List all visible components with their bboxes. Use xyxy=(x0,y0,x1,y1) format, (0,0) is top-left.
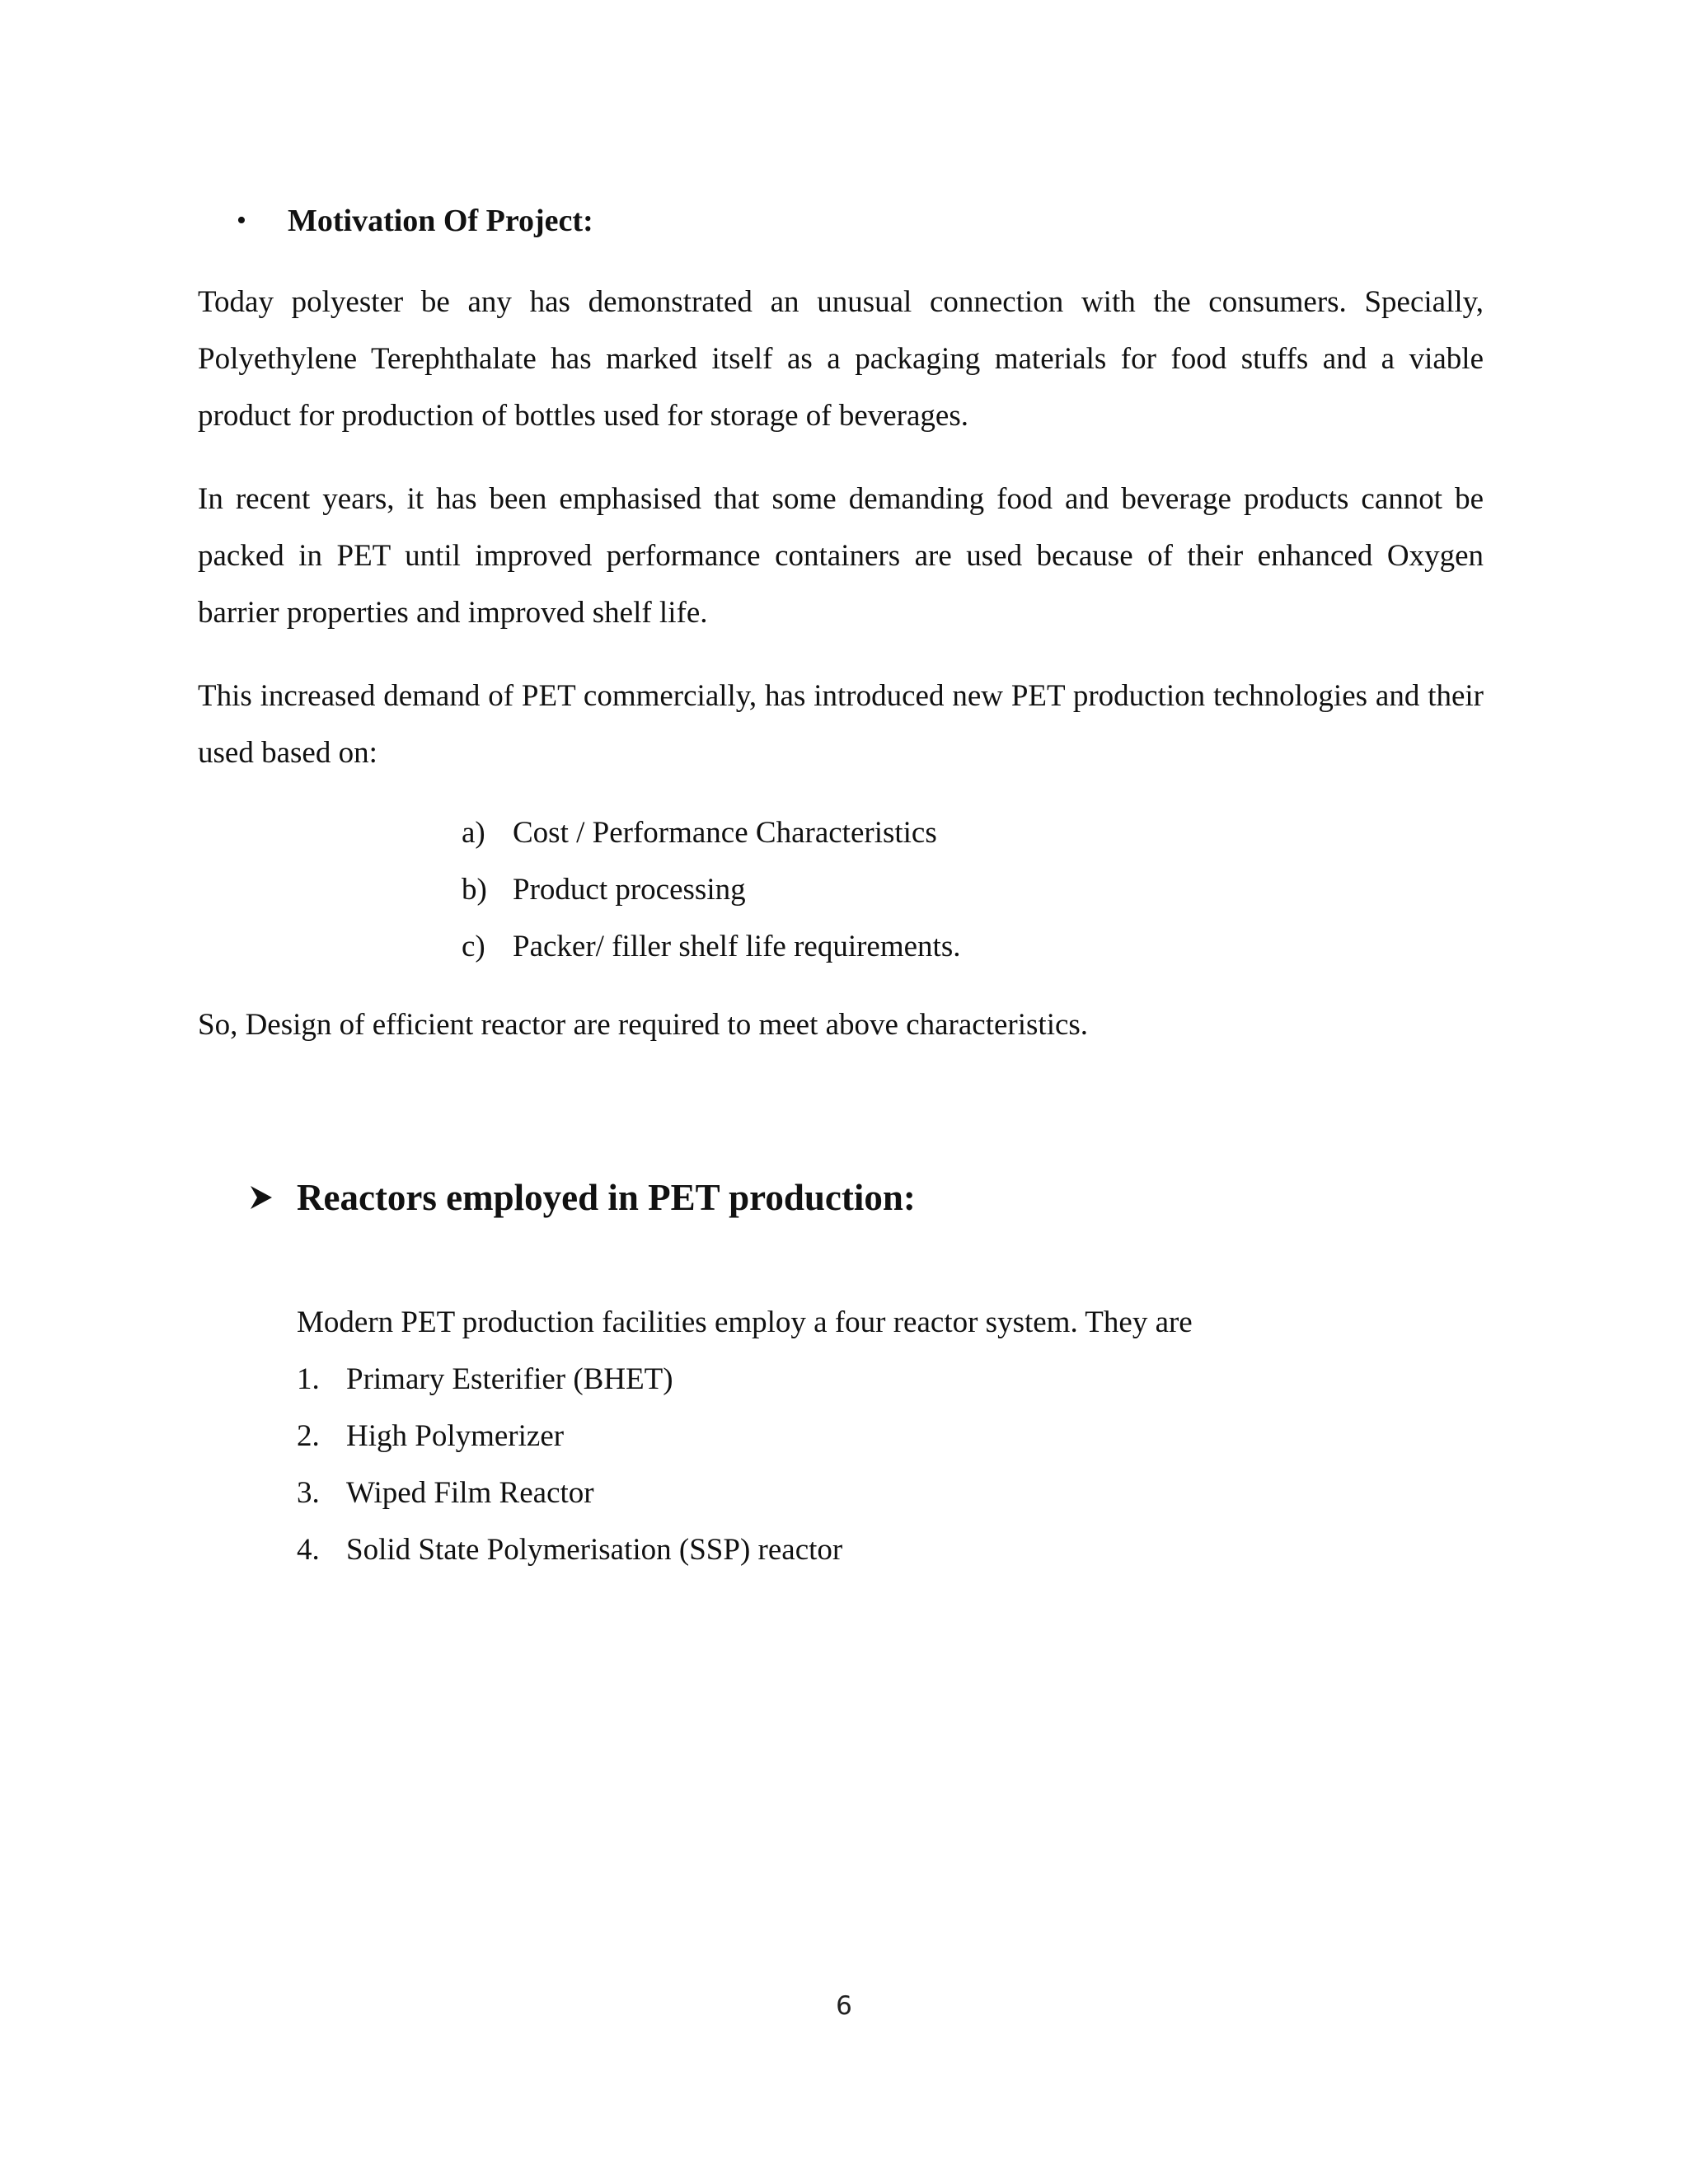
list-marker: 2. xyxy=(297,1419,320,1453)
list-item xyxy=(462,918,1484,975)
list-item xyxy=(462,804,1484,861)
list-item-text: Cost / Performance Characteristics xyxy=(513,816,937,850)
list-marker: c) xyxy=(462,930,485,963)
list-item-text: High Polymerizer xyxy=(346,1419,565,1453)
list-item-text: Packer/ filler shelf life requirements. xyxy=(513,930,961,963)
paragraph: Today polyester be any has demonstrated an unusual connection with the consumers. Specially, Polyethylene Terephthalate has marked itself as a packaging materials for food stuffs and a viable product for production of bottles used for storage of beverages. xyxy=(198,285,1484,433)
motivation-heading-text: Motivation Of Project: xyxy=(288,204,593,238)
list-marker: 1. xyxy=(297,1362,320,1396)
reactors-section xyxy=(247,1169,1484,1567)
motivation-heading xyxy=(198,196,1484,246)
page-number: 6 xyxy=(836,1991,852,2021)
list-item xyxy=(297,1465,842,1521)
reactors-list xyxy=(297,1351,842,1578)
list-marker: a) xyxy=(462,816,485,850)
list-item xyxy=(297,1351,842,1408)
list-item-text: Product processing xyxy=(513,873,746,907)
reactors-intro: Modern PET production facilities employ a four reactor system. They are xyxy=(297,1305,1193,1339)
arrow-bullet-icon xyxy=(247,1181,297,1214)
list-marker: 3. xyxy=(297,1476,320,1510)
list-marker: b) xyxy=(462,873,487,907)
list-item xyxy=(297,1521,842,1578)
paragraph: In recent years, it has been emphasised that some demanding food and beverage products cannot be packed in PET until improved performance containers are used because of their enhanced Oxygen barrier properties and improved shelf life. xyxy=(198,482,1484,630)
list-item-text: Solid State Polymerisation (SSP) reactor xyxy=(346,1533,843,1567)
motivation-section xyxy=(198,196,1484,1053)
characteristics-list xyxy=(198,804,1484,975)
list-item-text: Wiped Film Reactor xyxy=(346,1476,594,1510)
list-item-text: Primary Esterifier (BHET) xyxy=(346,1362,673,1396)
list-marker: 4. xyxy=(297,1533,320,1567)
paragraph: This increased demand of PET commercially, has introduced new PET production technologies and their used based on: xyxy=(198,679,1484,770)
bullet-icon: • xyxy=(237,205,246,236)
reactors-heading-text: Reactors employed in PET production: xyxy=(297,1177,916,1218)
reactors-heading xyxy=(247,1169,1484,1226)
list-item xyxy=(297,1408,842,1465)
list-item xyxy=(462,861,1484,918)
conclusion-paragraph: So, Design of efficient reactor are required to meet above characteristics. xyxy=(198,1008,1089,1042)
